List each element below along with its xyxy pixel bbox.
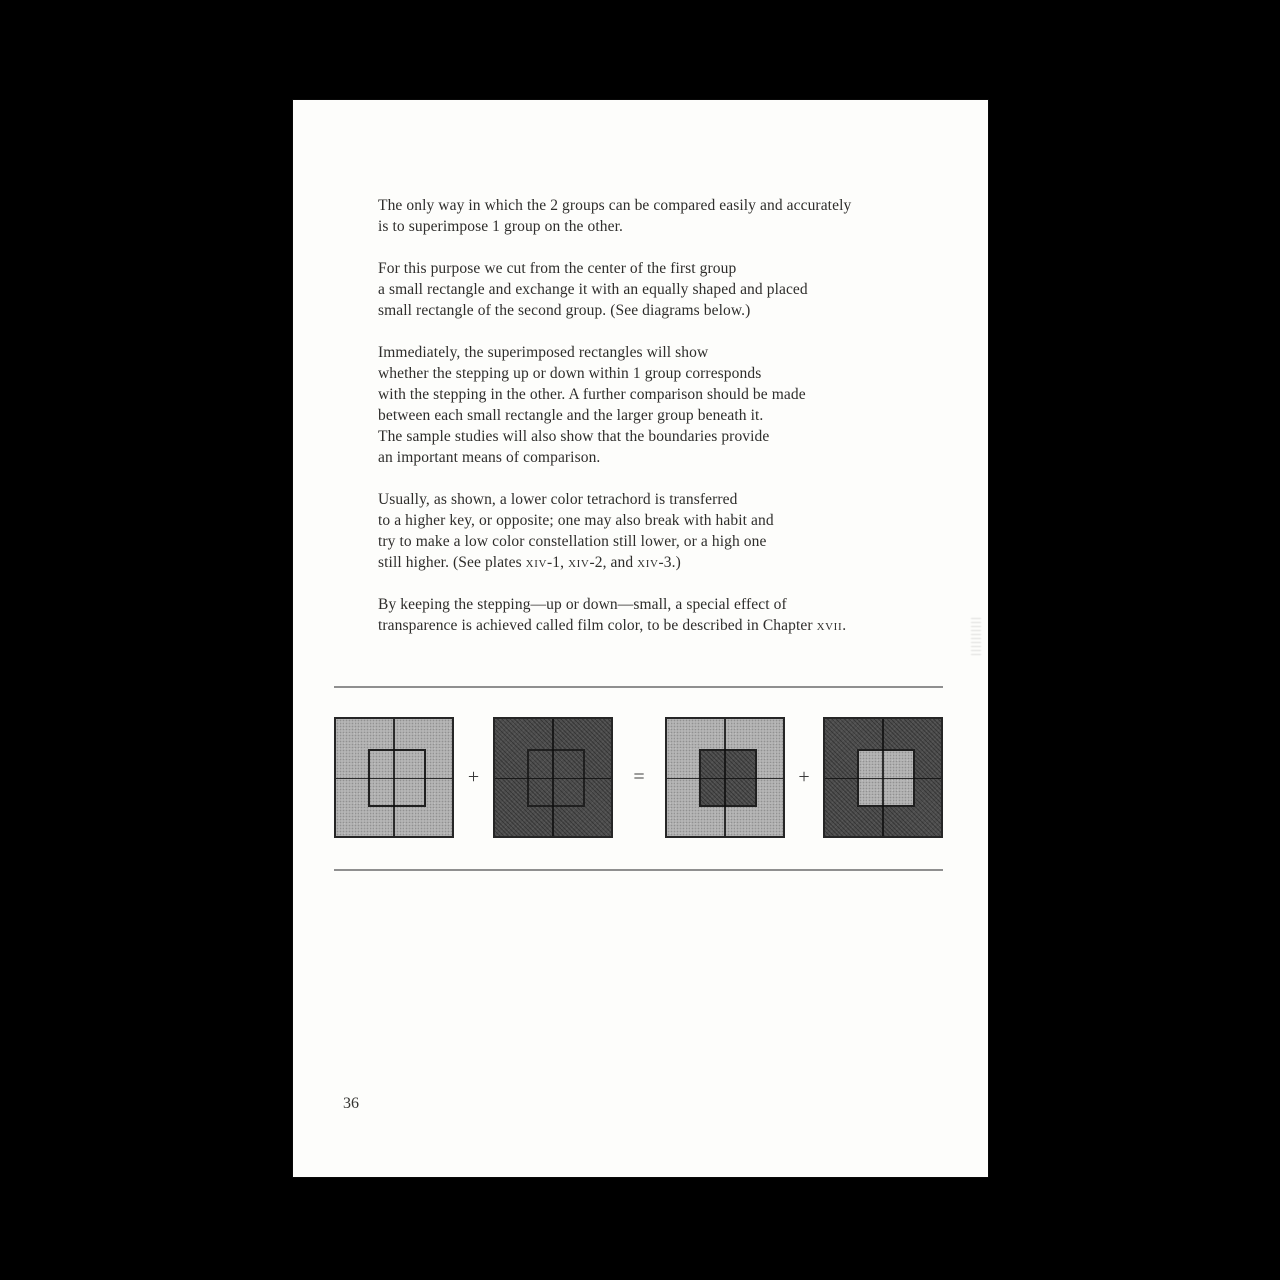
paragraph xyxy=(378,342,893,468)
plus-sign: + xyxy=(467,766,480,788)
text-line: a small rectangle and exchange it with an equally shaped and placed xyxy=(378,281,808,298)
paragraph xyxy=(378,489,893,573)
text-line: whether the stepping up or down within 1 group corresponds xyxy=(378,365,762,382)
text-line: The only way in which the 2 groups can be compared easily and accurately xyxy=(378,197,852,214)
dark-group-with-light-center-square xyxy=(823,717,943,838)
paragraph xyxy=(378,195,893,237)
crosshair-horizontal-line xyxy=(495,778,611,780)
crosshair-horizontal-line xyxy=(667,778,783,780)
page-number: 36 xyxy=(343,1095,359,1112)
text-line: small rectangle of the second group. (See diagrams below.) xyxy=(378,302,751,319)
text-line: For this purpose we cut from the center of the first group xyxy=(378,260,737,277)
text-line: Immediately, the superimposed rectangles will show xyxy=(378,344,709,361)
text-line: still higher. (See plates xiv-1, xiv-2, and xiv-3.) xyxy=(378,554,681,571)
plus-sign: + xyxy=(798,766,810,788)
text-line: is to superimpose 1 group on the other. xyxy=(378,218,623,235)
text-line: transparence is achieved called film color, to be described in Chapter xvii. xyxy=(378,617,847,634)
crosshair-horizontal-line xyxy=(825,778,941,780)
book-page xyxy=(293,100,988,1177)
light-group-with-dark-center-square xyxy=(665,717,785,838)
page-edge-showthrough xyxy=(971,618,981,656)
crosshair-horizontal-line xyxy=(336,778,452,780)
figure-rule-top xyxy=(334,686,943,688)
text-line: The sample studies will also show that the boundaries provide xyxy=(378,428,770,445)
text-line: to a higher key, or opposite; one may also break with habit and xyxy=(378,512,774,529)
figure-rule-bottom xyxy=(334,869,943,871)
dark-group-with-outlined-center-square xyxy=(493,717,613,838)
text-line: with the stepping in the other. A further comparison should be made xyxy=(378,386,806,403)
light-group-with-outlined-center-square xyxy=(334,717,454,838)
body-text xyxy=(378,195,893,657)
equals-sign: = xyxy=(633,766,645,788)
text-line: between each small rectangle and the larger group beneath it. xyxy=(378,407,764,424)
paragraph xyxy=(378,594,893,636)
text-line: an important means of comparison. xyxy=(378,449,601,466)
figure-diagram-row xyxy=(334,717,943,838)
text-line: By keeping the stepping—up or down—small, a special effect of xyxy=(378,596,787,613)
paragraph xyxy=(378,258,893,321)
text-line: Usually, as shown, a lower color tetrachord is transferred xyxy=(378,491,738,508)
text-line: try to make a low color constellation still lower, or a high one xyxy=(378,533,767,550)
